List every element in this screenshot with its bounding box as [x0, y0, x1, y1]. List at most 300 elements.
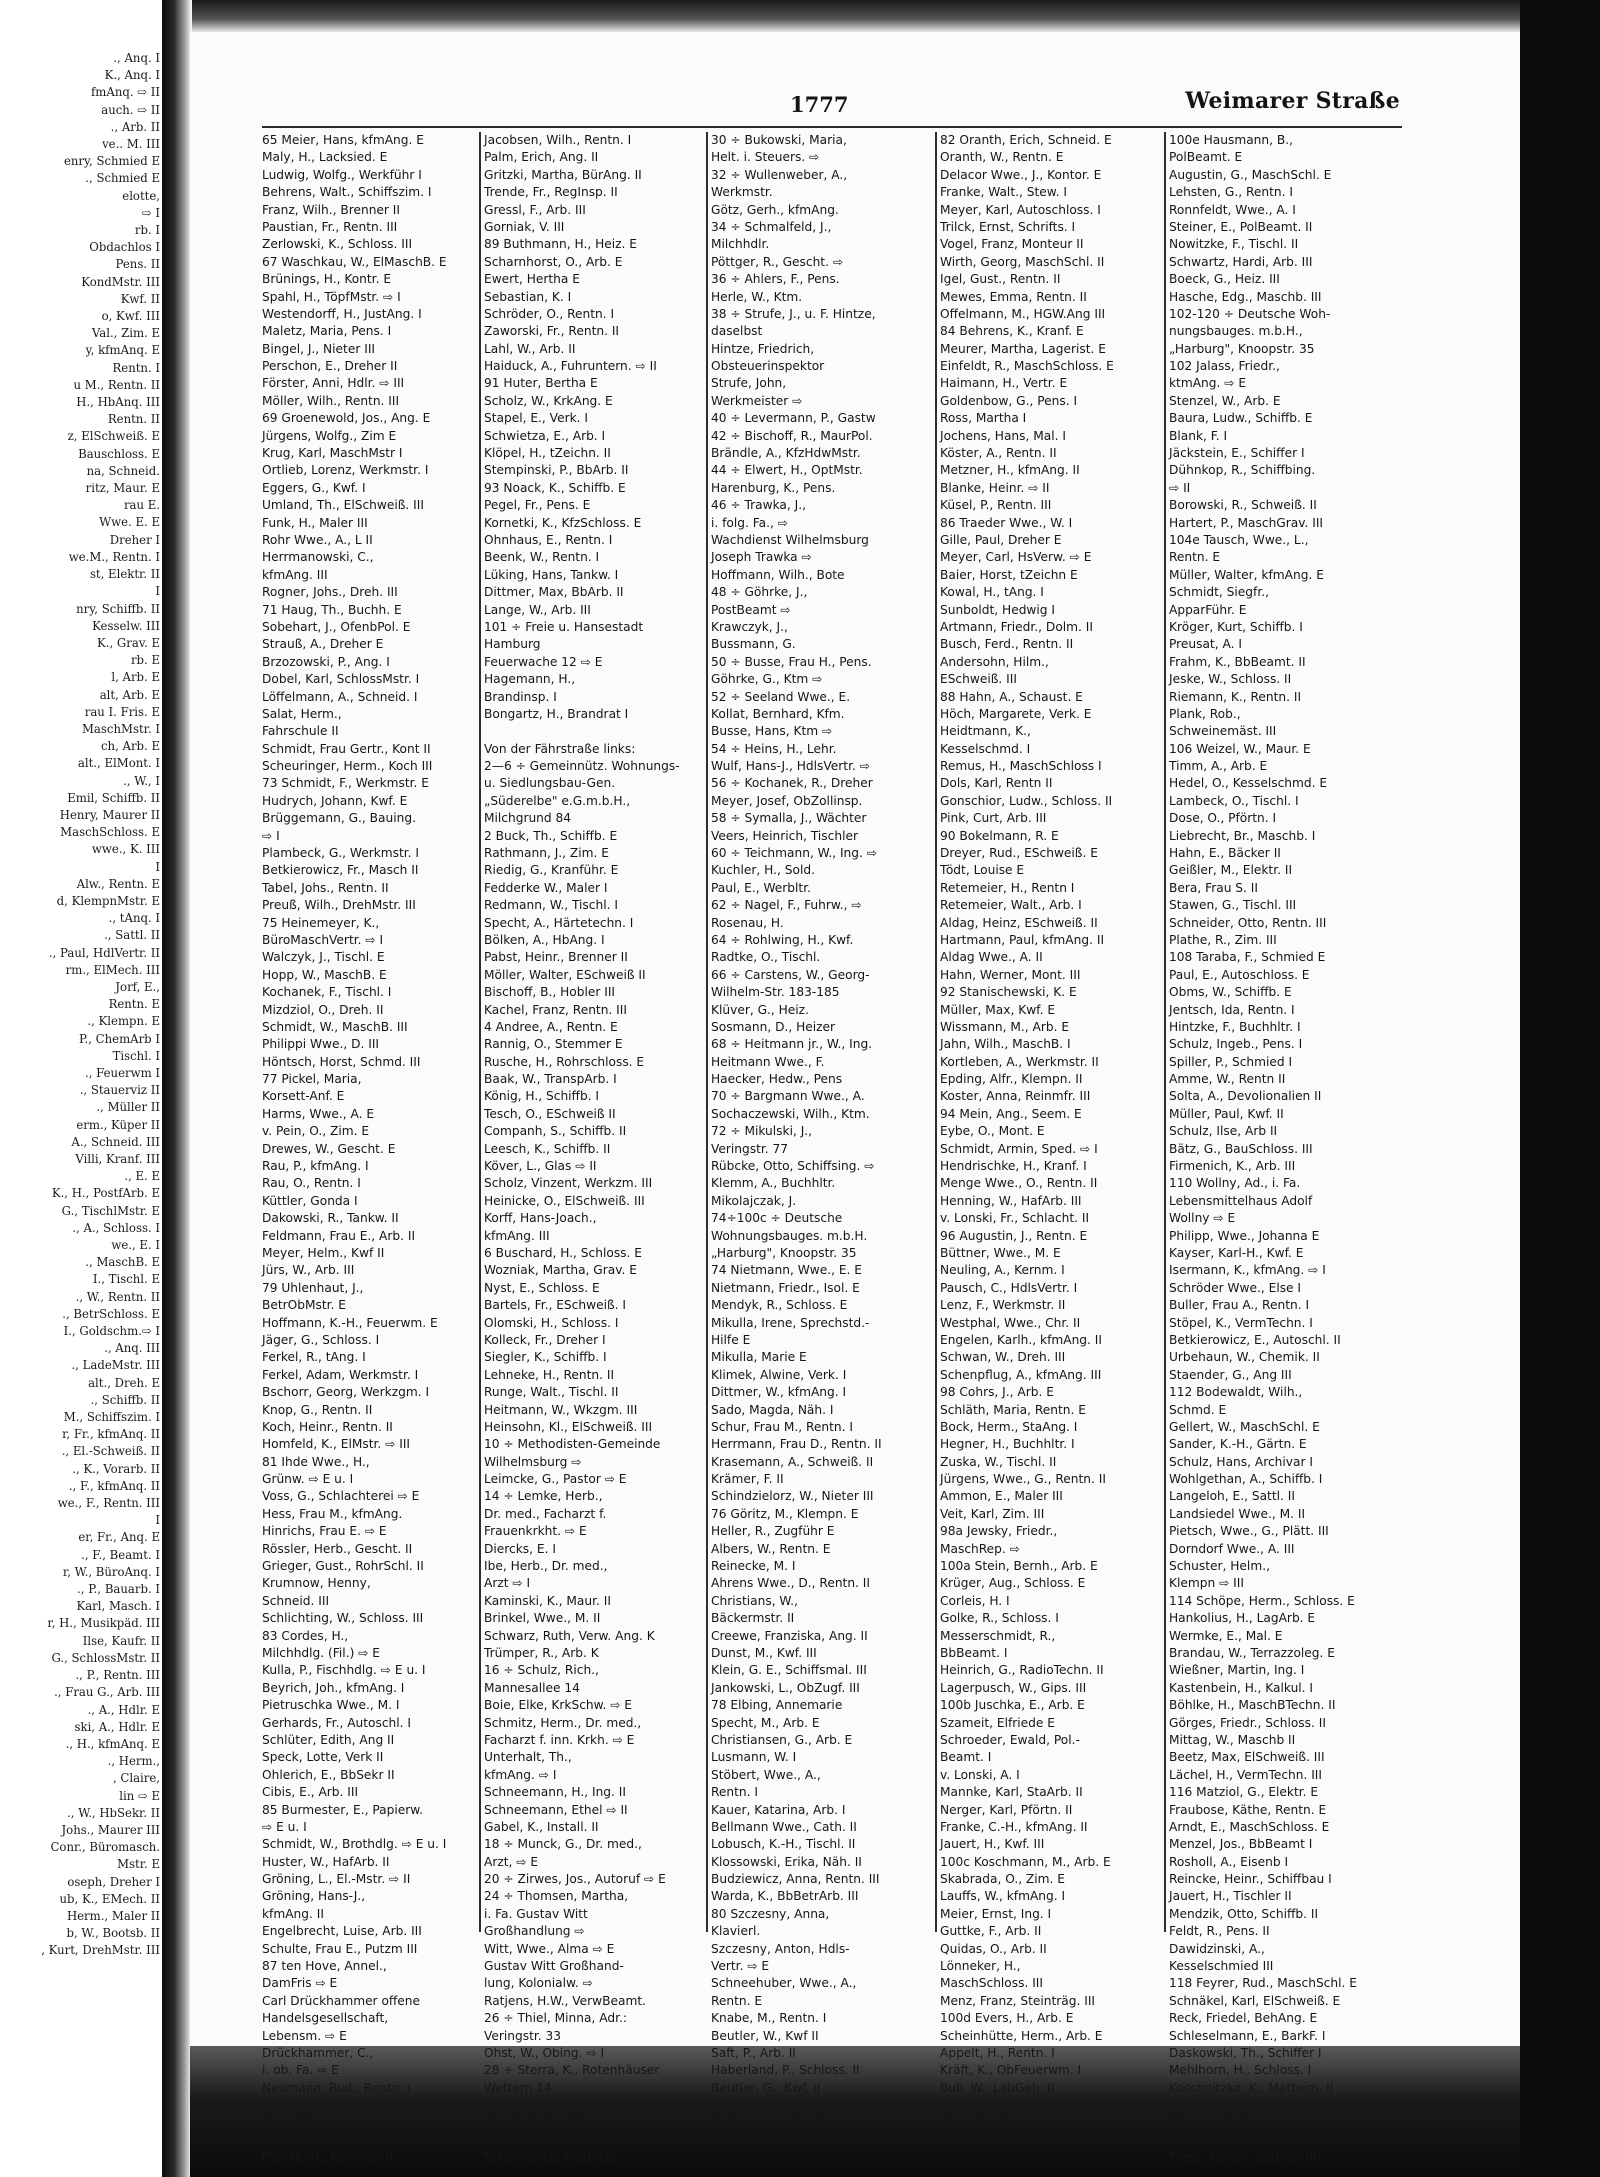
directory-entry: Hoffmann, K.-H., Feuerwm. E: [262, 1315, 438, 1330]
prev-page-line: Emil, Schiffb. II: [67, 790, 160, 805]
directory-entry: 102 Jalass, Friedr.,: [1169, 359, 1280, 374]
prev-page-line: z, ElSchweiß. E: [67, 429, 160, 444]
directory-entry: Wirth, Georg, MaschSchl. II: [940, 254, 1105, 269]
directory-entry: Schroeder, Ewald, Pol.-: [940, 1732, 1080, 1747]
directory-entry: Schnäkel, Karl, ElSchweiß. E: [1169, 1993, 1341, 2008]
directory-entry: 20 ÷ Zirwes, Jos., Autoruf ⇨ E: [484, 1872, 666, 1887]
directory-entry: Cibis, E., Arb. III: [262, 1785, 359, 1800]
prev-page-line: ., W., Rentn. II: [75, 1289, 160, 1304]
directory-entry: Hahn, Werner, Mont. III: [940, 967, 1081, 982]
directory-entry: Joseph Trawka ⇨: [711, 550, 812, 565]
previous-page-fragment: [0, 50, 160, 1990]
directory-entry: Schindzielorz, W., Nieter III: [711, 1489, 874, 1504]
directory-entry: Klöpel, H., tZeichn. II: [484, 446, 611, 461]
directory-entry: Mewes, Emma, Rentn. II: [940, 289, 1087, 304]
directory-entry: Trümper, R., Arb. K: [484, 1645, 599, 1660]
directory-entry: Rohr Wwe., A., L II: [262, 532, 373, 547]
prev-page-line: MaschSchloss. E: [60, 825, 160, 840]
directory-entry: 56 ÷ Kochanek, R., Dreher: [711, 776, 873, 791]
directory-entry: Specht, M., Arb. E: [711, 1715, 820, 1730]
prev-page-line: fmAnq. ⇨ II: [90, 85, 160, 100]
directory-entry: Beetz, Max, ElSchweiß. III: [1169, 1750, 1325, 1765]
directory-entry: Hintze, Friedrich,: [711, 341, 815, 356]
directory-entry: Hasche, Edg., Maschb. III: [1169, 289, 1322, 304]
directory-entry: Schur, Frau M., Rentn. I: [711, 1419, 853, 1434]
prev-page-line: rb. I: [134, 223, 160, 238]
directory-entry: Schaffranek, Mathilde: [484, 2150, 618, 2165]
directory-entry: Nerger, Karl, Pförtn. II: [940, 1802, 1073, 1817]
directory-entry: Sunboldt, Hedwig I: [940, 602, 1055, 617]
directory-entry: Helt. i. Steuers. ⇨: [711, 150, 820, 165]
directory-entry: Lauffs, W., kfmAng. I: [940, 1889, 1066, 1904]
directory-entry: Jürs, W., Arb. III: [262, 1263, 355, 1278]
directory-entry: Maletz, Maria, Pens. I: [262, 324, 392, 339]
directory-entry: Umland, Th., ElSchweiß. III: [262, 498, 424, 513]
directory-entry: Feuerwache 12 ⇨ E: [484, 654, 603, 669]
directory-entry: Schmitz, Herm., Dr. med.,: [484, 1715, 642, 1730]
directory-entry: ktmAng. ⇨ E: [1169, 376, 1247, 391]
directory-entry: Szczesny, Anton, Hdls-: [711, 1941, 850, 1956]
directory-entry: Sobehart, J., OfenbPol. E: [262, 619, 411, 634]
prev-page-line: Kesselw. III: [92, 618, 160, 633]
directory-entry: Rentn. I: [711, 1785, 758, 1800]
directory-entry: Ammon, E., Maler III: [940, 1489, 1063, 1504]
prev-page-line: rau E.: [123, 498, 160, 513]
prev-page-line: ., BetrSchloss. E: [62, 1306, 160, 1321]
directory-entry: Mendyk, R., Schloss. E: [711, 1298, 848, 1313]
directory-entry: 67 Waschkau, W., ElMaschB. E: [262, 254, 447, 269]
directory-entry: Rusche, H., Rohrschloss. E: [484, 1054, 645, 1069]
directory-entry: Kaminski, K., Maur. II: [484, 1593, 611, 1608]
directory-entry: 58 ÷ Symalla, J., Wächter: [711, 811, 867, 826]
directory-entry: Hartert, P., MaschGrav. III: [1169, 515, 1324, 530]
directory-entry: Heinrich, G., RadioTechn. II: [940, 1663, 1104, 1678]
directory-entry: ⇨ II: [1169, 480, 1191, 495]
directory-entry: 94 Mein, Ang., Seem. E: [940, 1106, 1082, 1121]
directory-entry: Hankolius, H., LagArb. E: [1169, 1611, 1316, 1626]
directory-entry: 24 ÷ Thomsen, Martha,: [484, 1889, 629, 1904]
directory-entry: Hartmann, Paul, kfmAng. II: [940, 932, 1105, 947]
directory-column-1: [262, 132, 477, 2165]
prev-page-line: K., Anq. I: [104, 68, 160, 83]
directory-entry: Oranth, W., Rentn. E: [940, 150, 1064, 165]
prev-page-line: Villi, Kranf. III: [75, 1152, 160, 1166]
directory-entry: Götz, Gerh., kfmAng.: [711, 202, 839, 217]
directory-entry: Lange, W., Arb. III: [484, 602, 591, 617]
prev-page-line: Mstr. E: [117, 1857, 160, 1872]
directory-entry: Wozniak, Martha, Grav. E: [484, 1263, 637, 1278]
prev-page-line: K., Grav. E: [97, 635, 160, 650]
directory-entry: Carl Drückhammer offene: [262, 1993, 421, 2008]
directory-entry: Fraubose, Käthe, Rentn. E: [1169, 1802, 1327, 1817]
directory-entry: Küttler, Gonda I: [262, 1193, 358, 1208]
prev-page-line: ., Herm.,: [107, 1754, 160, 1769]
directory-entry: Fedderke W., Maler I: [484, 880, 608, 895]
directory-entry: Diercks, E. I: [484, 1541, 556, 1556]
directory-entry: 2—6 ÷ Gemeinnütz. Wohnungs-: [484, 759, 680, 774]
directory-entry: Raedel Wwe., F. II: [1169, 2098, 1276, 2113]
prev-page-line: KondMstr. III: [81, 274, 160, 289]
directory-entry: Nietmann, Friedr., Isol. E: [711, 1280, 860, 1295]
directory-entry: Franke, Walt., Stew. I: [940, 185, 1067, 200]
directory-entry: Scholz, Vinzent, Werkzm. III: [484, 1176, 653, 1191]
directory-entry: Rentn. E: [1169, 550, 1221, 565]
directory-entry: Möller, Walter, ESchweiß II: [484, 967, 646, 982]
directory-entry: 91 Huter, Bertha E: [484, 376, 598, 391]
prev-page-line: ., Anq. I: [113, 51, 160, 65]
directory-entry: Milchhdlr.: [711, 237, 770, 252]
directory-entry: Szameit, Elfriede E: [940, 1715, 1055, 1730]
directory-entry: Ahrens Wwe., D., Rentn. II: [711, 1576, 870, 1591]
directory-entry: Krawczyk, J.,: [711, 619, 788, 634]
prev-page-line: r, W., BüroAnq. I: [62, 1564, 160, 1579]
directory-entry: v. Lonski, A. I: [940, 1767, 1020, 1782]
directory-entry: Bartels, Fr., ESchweiß. I: [484, 1298, 626, 1313]
directory-entry: Brinkel, Wwe., M. II: [484, 1611, 601, 1626]
directory-entry: Lusmann, W. I: [711, 1750, 797, 1765]
directory-entry: Höch, Margarete, Verk. E: [940, 706, 1092, 721]
directory-entry: Meyer, Carl, HsVerw. ⇨ E: [940, 550, 1092, 565]
prev-page-line: Bauschloss. E: [78, 446, 160, 461]
directory-entry: 34 ÷ Schmalfeld, J.,: [711, 219, 832, 234]
prev-page-line: ., A., Schloss. I: [72, 1220, 160, 1235]
directory-entry: Schleselmann, E., BarkF. I: [1169, 2028, 1326, 2043]
directory-entry: Lächel, H., VermTechn. III: [1169, 1767, 1322, 1782]
directory-entry: Wilhelm-Str. 183-185: [711, 985, 840, 1000]
directory-entry: Schröder, O., Rentn. I: [484, 306, 615, 321]
prev-page-line: ., P., Bauarb. I: [77, 1582, 160, 1597]
directory-entry: Trende, Fr., RegInsp. II: [484, 185, 618, 200]
directory-entry: i. folg. Fa., ⇨: [711, 515, 788, 530]
directory-entry: Förster, Anni, Hdlr. ⇨ III: [262, 376, 405, 391]
directory-entry: Bock, Herm., StaAng. I: [940, 1419, 1078, 1434]
directory-entry: Dreyer, Rud., ESchweiß. E: [940, 846, 1098, 861]
directory-entry: 110 Wollny, Ad., i. Fa.: [1169, 1176, 1301, 1191]
directory-entry: Ludwig, Wolfg., Werkführ I: [262, 167, 422, 182]
directory-entry: Bingel, J., Nieter III: [262, 341, 376, 356]
prev-page-line: ., W., I: [123, 773, 160, 788]
directory-entry: Liebrecht, Br., Maschb. I: [1169, 828, 1316, 843]
directory-entry: Gröning, L., El.-Mstr. ⇨ II: [262, 1872, 411, 1887]
prev-page-line: rm., ElMech. III: [65, 962, 160, 977]
prev-page-line: ., Paul, HdlVertr. II: [48, 945, 160, 960]
prev-page-line: Rentn. E: [108, 997, 160, 1012]
directory-entry: Rössler, Herb., Gescht. II: [262, 1541, 413, 1556]
directory-entry: 76 Göritz, M., Klempn. E: [711, 1506, 859, 1521]
prev-page-line: Rentn. II: [107, 412, 160, 427]
directory-entry: Stenzel, W., Arb. E: [1169, 393, 1281, 408]
prev-page-line: I: [155, 859, 160, 874]
directory-entry: Hamburg: [484, 637, 541, 652]
directory-entry: Peskorn, E., Masch. II: [1169, 2132, 1298, 2147]
directory-entry: Philipp, Wwe., Johanna E: [1169, 1228, 1320, 1243]
directory-entry: 69 Groenewold, Jos., Ang. E: [262, 411, 431, 426]
page-number: 1777: [790, 92, 849, 117]
directory-entry: Heidtmann, K.,: [940, 724, 1031, 739]
directory-entry: Heinsohn, Kl., ElSchweiß. III: [484, 1419, 653, 1434]
directory-entry: 93 Noack, K., Schiffb. E: [484, 480, 626, 495]
directory-entry: Sado, Magda, Näh. I: [711, 1402, 834, 1417]
directory-entry: 106 Weizel, W., Maur. E: [1169, 741, 1311, 756]
directory-entry: 118 Feyrer, Rud., MaschSchl. E: [1169, 1976, 1357, 1991]
directory-entry: Funk, H., Maler III: [262, 515, 368, 530]
directory-entry: 44 ÷ Elwert, H., OptMstr.: [711, 463, 863, 478]
directory-entry: v. Pein, O., Zim. E: [262, 1124, 370, 1139]
directory-entry: Remus, H., MaschSchloss I: [940, 759, 1102, 774]
directory-entry: Rau, O., Rentn. I: [262, 1176, 361, 1191]
directory-entry: Mittag, W., Maschb II: [1169, 1732, 1296, 1747]
directory-entry: Vogel, Franz, Monteur II: [940, 237, 1084, 252]
directory-entry: König, H., Schiffb. I: [484, 1089, 600, 1104]
directory-entry: Hendrischke, H., Kranf. I: [940, 1159, 1087, 1174]
directory-entry: Veers, Heinrich, Tischler: [711, 828, 858, 843]
prev-page-line: ., Frau G., Arb. III: [54, 1685, 160, 1700]
prev-page-line: Ilse, Kaufr. II: [82, 1633, 160, 1648]
directory-entry: 100a Stein, Bernh., Arb. E: [940, 1559, 1098, 1574]
column-divider: [706, 132, 708, 1932]
prev-page-line: alt., Dreh. E: [88, 1375, 160, 1390]
directory-entry: Jürgens, Wolfg., Zim E: [262, 428, 397, 443]
prev-page-line: Val., Zim. E: [91, 326, 160, 341]
directory-entry: Korff, Hans-Joach.,: [484, 1211, 597, 1226]
directory-entry: Press, Martin, Bauing. III: [1169, 2150, 1317, 2165]
directory-entry: Drewes, W., Gescht. E: [262, 1141, 396, 1156]
directory-entry: Jochens, Hans, Mal. I: [940, 428, 1066, 443]
directory-entry: Bull, W., LabGeh. II: [940, 2080, 1055, 2095]
directory-entry: Gröning, Hans-J.,: [262, 1889, 366, 1904]
directory-entry: 4 Andree, A., Rentn. E: [484, 1019, 618, 1034]
directory-entry: 84 Behrens, K., Kranf. E: [940, 324, 1084, 339]
directory-entry: Milchgrund 84: [484, 811, 572, 826]
directory-entry: Appelt, H., Rentn. I: [940, 2045, 1055, 2060]
directory-entry: Dawidzinski, A.,: [1169, 1941, 1265, 1956]
prev-page-line: ., K., Vorarb. II: [72, 1461, 160, 1476]
prev-page-line: we., F., Rentn. III: [57, 1496, 160, 1511]
directory-entry: Obms, W., Schiffb. E: [1169, 985, 1292, 1000]
directory-entry: Dols, Karl, Rentn II: [940, 776, 1053, 791]
directory-entry: Haimann, H., Vertr. E: [940, 376, 1068, 391]
directory-entry: Hopp, W., MaschB. E: [262, 967, 387, 982]
directory-entry: Dühnkop, R., Schiffbing.: [1169, 463, 1316, 478]
directory-entry: Paustian, Fr., Rentn. III: [262, 219, 398, 234]
directory-entry: Köster, A., Rentn. II: [940, 446, 1057, 461]
prev-page-line: alt., ElMont. I: [77, 756, 160, 771]
directory-entry: Boie, Elke, KrkSchw. ⇨ E: [484, 1698, 633, 1713]
prev-page-line: Herm., Maler II: [66, 1908, 160, 1923]
prev-page-line: Dreher I: [109, 532, 160, 547]
directory-entry: Spiller, P., Schmied I: [1169, 1054, 1293, 1069]
directory-entry: Zuska, W., Tischl. II: [940, 1454, 1057, 1469]
directory-entry: Handelsges. ⇨ I: [262, 2132, 359, 2147]
directory-entry: Kachel, Franz, Rentn. III: [484, 1002, 627, 1017]
directory-entry: 77 Pickel, Maria,: [262, 1072, 362, 1087]
directory-entry: Aldag, Heinz, ESchweiß. II: [940, 915, 1098, 930]
directory-entry: Kornetki, K., KfzSchloss. E: [484, 515, 642, 530]
directory-entry: 86 Traeder Wwe., W. I: [940, 515, 1073, 530]
directory-entry: Schneid. III: [262, 1593, 330, 1608]
directory-entry: 6 Buschard, H., Schloss. E: [484, 1246, 642, 1260]
prev-page-line: Rentn. I: [112, 360, 160, 375]
prev-page-line: rb. E: [130, 653, 160, 668]
prev-page-line: Johs., Maurer III: [61, 1822, 160, 1837]
directory-entry: Scholz, W., KrkAng. E: [484, 393, 613, 408]
prev-page-line: o, Kwf. III: [101, 309, 160, 324]
directory-entry: 48 ÷ Göhrke, J.,: [711, 585, 808, 600]
column-divider: [1164, 132, 1166, 1932]
directory-entry: Schmidt, Siegfr.,: [1169, 585, 1269, 600]
prev-page-line: M., Schiffszim. I: [63, 1410, 160, 1425]
directory-entry: Spahl, H., TöpfMstr. ⇨ I: [262, 289, 401, 304]
directory-entry: Rübcke, Otto, Schiffsing. ⇨: [711, 1159, 875, 1174]
directory-entry: PolBeamt. E: [1169, 150, 1243, 165]
directory-entry: Westphal, Wwe., Chr. II: [940, 1315, 1081, 1330]
directory-entry: Hegner, H., Buchhltr. I: [940, 1437, 1075, 1452]
directory-entry: Bussmann, G.: [711, 637, 796, 652]
directory-entry: Veringstr. 77: [711, 1141, 789, 1156]
directory-entry: 101 ÷ Freie u. Hansestadt: [484, 619, 644, 634]
directory-entry: Saft, P., Arb. II: [711, 2045, 796, 2060]
directory-entry: Meurer, Martha, Lagerist. E: [940, 341, 1106, 356]
directory-entry: Kayser, Karl-H., Kwf. E: [1169, 1246, 1304, 1260]
directory-entry: Einfeldt, R., MaschSchloss. E: [940, 359, 1114, 374]
directory-entry: Korsett-Anf. E: [262, 1089, 345, 1104]
directory-entry: 79 Uhlenhaut, J.,: [262, 1280, 364, 1295]
directory-entry: Jacobsen, Wilh., Rentn. I: [484, 133, 632, 147]
directory-entry: Baak, W., TranspArb. I: [484, 1072, 617, 1087]
directory-entry: Ohst, W., Obing. ⇨ I: [484, 2045, 605, 2060]
prev-page-line: ., Stauerviz II: [79, 1083, 160, 1098]
directory-entry: Klempn ⇨ III: [1169, 1576, 1244, 1591]
directory-entry: Ohlerich, E., BbSekr II: [262, 1767, 395, 1782]
directory-entry: Solta, A., Devolionalien II: [1169, 1089, 1322, 1104]
prev-page-line: I., Goldschm.⇨ I: [63, 1324, 160, 1339]
directory-entry: Beutler, W., Kwf II: [711, 2028, 819, 2043]
directory-entry: Meyer, Josef, ObZollinsp.: [711, 793, 863, 808]
prev-page-line: ., H., kfmAnq. E: [65, 1736, 160, 1751]
directory-entry: Blank, F. I: [1169, 428, 1228, 443]
directory-entry: 64 ÷ Rohlwing, H., Kwf.: [711, 932, 854, 947]
scan-border-right: [1520, 0, 1600, 2177]
directory-entry: Heller, R., Zugführ E: [711, 1524, 835, 1539]
directory-entry: Ross, Martha I: [940, 411, 1027, 426]
directory-entry: 98 Cohrs, J., Arb. E: [940, 1385, 1054, 1400]
directory-entry: 98a Jewsky, Friedr.,: [940, 1524, 1058, 1539]
directory-entry: Kuchler, H., Sold.: [711, 863, 815, 878]
directory-entry: Augustin, G., MaschSchl. E: [1169, 167, 1332, 182]
prev-page-line: ch, Arb. E: [101, 739, 160, 754]
directory-entry: Fahrschule II: [262, 724, 339, 739]
directory-entry: Landsiedel Wwe., M. II: [1169, 1506, 1306, 1521]
directory-entry: Engelen, Karlh., kfmAng. II: [940, 1332, 1102, 1347]
directory-entry: ApparFühr. E: [1169, 602, 1247, 617]
directory-entry: Christians, W.,: [711, 1593, 798, 1608]
directory-entry: Klossowski, Erika, Näh. II: [711, 1854, 862, 1869]
prev-page-line: Karl, Masch. I: [76, 1599, 160, 1614]
directory-entry: kfmAng. III: [484, 1228, 550, 1243]
prev-page-line: ., F., kfmAnq. II: [68, 1478, 160, 1493]
directory-entry: 89 Buthmann, H., Heiz. E: [484, 237, 637, 252]
directory-entry: Schulz, Ingeb., Pens. I: [1169, 1037, 1303, 1052]
directory-entry: Dose, O., Pförtn. I: [1169, 811, 1277, 826]
directory-entry: Witt, Wwe., Alma ⇨ E: [484, 1941, 615, 1956]
directory-entry: Daskowski, Th., Schiffer I: [1169, 2045, 1322, 2060]
directory-entry: Klüver, G., Heiz.: [711, 1002, 809, 1017]
directory-entry: Knop, G., Rentn. II: [262, 1402, 373, 1417]
directory-entry: Schwan, W., Dreh. III: [940, 1350, 1066, 1365]
directory-entry: Henning, W., HafArb. III: [940, 1193, 1082, 1208]
directory-entry: Feldmann, Frau E., Arb. II: [262, 1228, 416, 1243]
directory-entry: Brändle, A., KfzHdwMstr.: [711, 446, 861, 461]
directory-entry: Milchhdlg. (Fil.) ⇨ E: [262, 1645, 380, 1660]
directory-entry: Schmidt, Frau Gertr., Kont II: [262, 741, 431, 756]
directory-entry: daselbst: [711, 324, 763, 339]
directory-entry: 72 ÷ Mikulski, J.,: [711, 1124, 813, 1139]
prev-page-line: ve.. M. III: [102, 137, 160, 152]
directory-entry: Zaworski, Fr., Rentn. II: [484, 324, 620, 339]
prev-page-line: erm., Küper II: [76, 1117, 160, 1132]
directory-entry: Urbehaun, W., Chemik. II: [1169, 1350, 1320, 1365]
directory-entry: Kröger, Kurt, Schiffb. I: [1169, 619, 1303, 634]
directory-entry: Scharnhorst, O., Arb. E: [484, 254, 623, 269]
prev-page-line: enry, Schmied E: [63, 154, 160, 169]
prev-page-line: u M., Rentn. II: [73, 377, 160, 392]
directory-entry: Bellmann Wwe., Cath. II: [711, 1819, 857, 1834]
directory-entry: Sosmann, D., Heizer: [711, 1019, 836, 1034]
directory-entry: Grieger, Gust., RohrSchl. II: [262, 1559, 424, 1574]
directory-entry: Hahn, E., Bäcker II: [1169, 846, 1281, 861]
directory-entry: Quade, B., BehAng. III: [940, 2132, 1074, 2147]
directory-entry: Pöttger, R., Gescht. ⇨: [711, 254, 844, 269]
prev-page-line: ., F., Beamt. I: [81, 1547, 160, 1562]
prev-page-line: elotte,: [122, 188, 160, 203]
directory-entry: i. Fa. Gustav Witt: [484, 1906, 588, 1921]
directory-entry: Leimcke, G., Pastor ⇨ E: [484, 1472, 627, 1487]
directory-entry: Golke, R., Schloss. I: [940, 1611, 1059, 1626]
directory-entry: Runge, Walt., Tischl. II: [484, 1385, 619, 1400]
directory-entry: Reinecke, M. I: [711, 1559, 796, 1574]
prev-page-line: wwe., K. III: [91, 842, 160, 857]
prev-page-line: ., MaschB. E: [85, 1255, 160, 1270]
directory-entry: Metzner, H., kfmAng. II: [940, 463, 1080, 478]
directory-entry: Meyer, Karl, Autoschloss. I: [940, 202, 1101, 217]
directory-entry: Schmidt, Kurt-G., kfmAng: [484, 2115, 640, 2130]
directory-entry: Rannig, O., Stemmer E: [484, 1037, 623, 1052]
directory-entry: Hudrych, Johann, Kwf. E: [262, 793, 408, 808]
directory-entry: 38 ÷ Strufe, J., u. F. Hintze,: [711, 306, 876, 321]
directory-entry: Brzozowski, P., Ang. I: [262, 654, 390, 669]
directory-entry: Schulte, Frau E., Putzm III: [262, 1941, 418, 1956]
directory-entry: Boeck, G., Heiz. III: [1169, 272, 1280, 287]
directory-entry: 16 ÷ Schulz, Rich.,: [484, 1663, 599, 1678]
directory-entry: Pausch, C., HdlsVertr. I: [940, 1280, 1078, 1295]
directory-entry: Sudrau, Frau Gertr. I: [711, 2098, 835, 2113]
directory-column-2: [484, 132, 704, 2165]
directory-entry: 26 ÷ Thiel, Minna, Adr.:: [484, 2011, 627, 2026]
directory-entry: Menge Wwe., O., Rentn. II: [940, 1176, 1098, 1191]
directory-entry: Walczyk, J., Tischl. E: [262, 950, 385, 965]
directory-entry: „Harburg", Knoopstr. 35: [1169, 341, 1315, 356]
directory-entry: Eybe, O., Mont. E: [940, 1124, 1045, 1139]
directory-entry: Lüking, Hans, Tankw. I: [484, 567, 619, 582]
directory-entry: Riedig, G., Kranführ. E: [484, 863, 619, 878]
directory-entry: 46 ÷ Trawka, J.,: [711, 498, 806, 513]
directory-entry: Mannesallee 14: [484, 1680, 580, 1695]
directory-entry: 30 ÷ Bukowski, Maria,: [711, 133, 847, 147]
directory-entry: Herle, W., Ktm.: [711, 289, 803, 304]
directory-entry: Knolle, W., Dreh. II: [1169, 2115, 1281, 2130]
directory-entry: Langeloh, E., Sattl. II: [1169, 1489, 1295, 1504]
directory-entry: PostBeamt ⇨: [711, 602, 791, 617]
